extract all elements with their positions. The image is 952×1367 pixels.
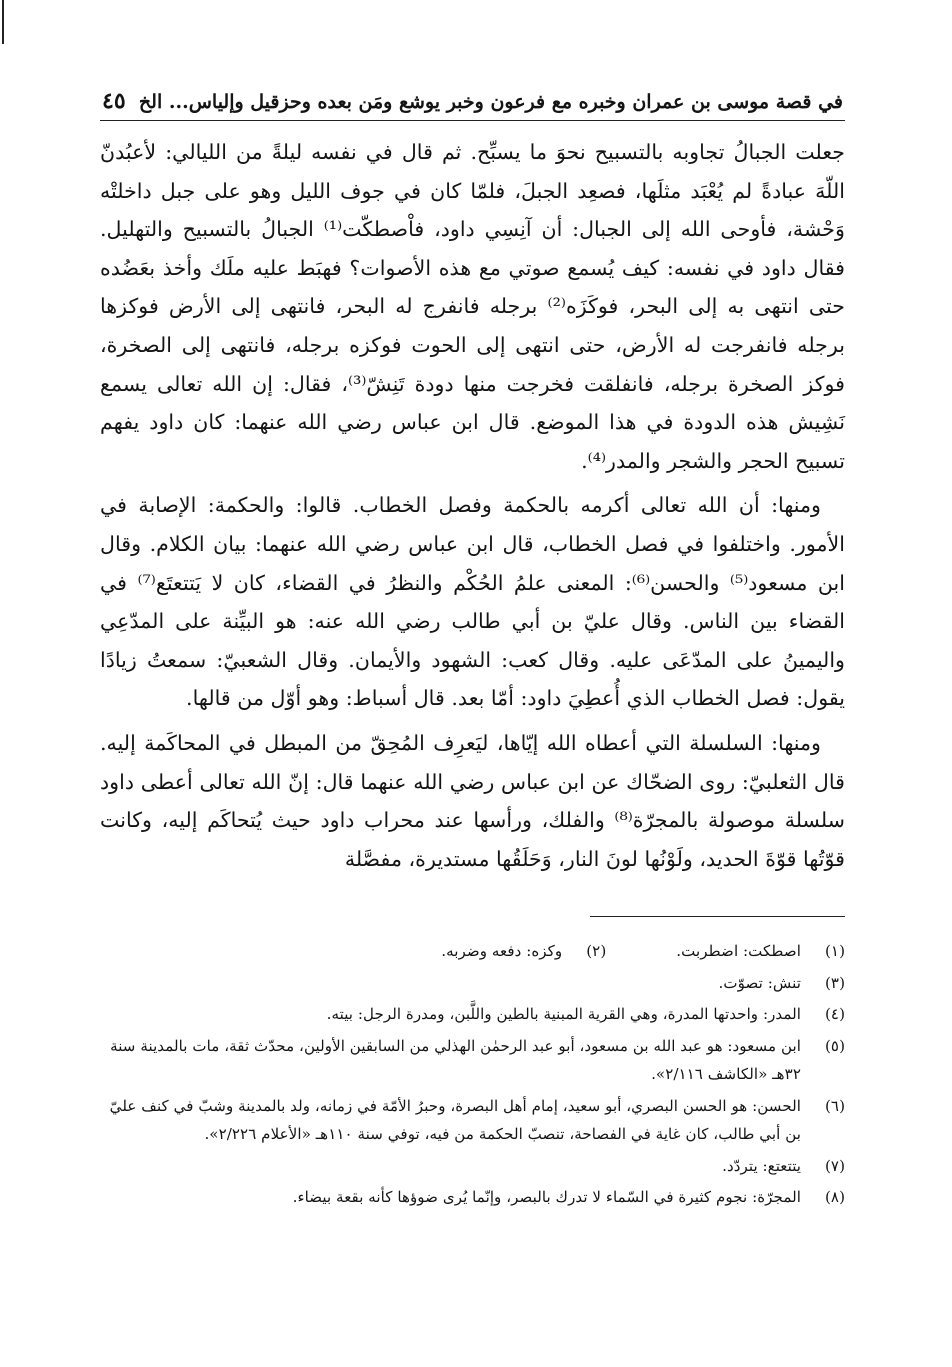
footnote-text: ابن مسعود: هو عبد الله بن مسعود، أبو عبد الرحمٰن الهذلي من السابقين الأولين، محدّث ثقة، مات بالمدينة سنة ٣٢هـ «الكاشف ٢/١١٦». [110,1036,801,1084]
footnote-text: المجرّة: نجوم كثيرة في السّماء لا تدرك بالبصر، وإنّما يُرى ضوؤها كأنه بقعة بيضاء. [292,1188,801,1207]
footnote-number: (٨) [824,1188,845,1207]
footnote-row [100,937,845,966]
book-page [100,88,845,1215]
main-text [100,133,845,878]
footnote-number: (٢) [586,942,607,961]
footnote [100,1000,845,1029]
paragraph: ومنها: السلسلة التي أعطاه الله إيّاها، ليَعرِف المُحِقّ من المبطل في المحاكَمة إليه. قال الثعلبيّ: روى الضحّاك عن ابن عباس رضي الله عنهما قال: إنّ الله تعالى أعطى داود سلسلة موصولة بالمجرّة⁽⁸⁾ والفلك، ورأسها عند محراب داود حيث يُتحاكَم إليه، وكانت قوّتُها قوّةَ الحديد، ولَوْنُها لونَ النار، وَحَلَقُها مستديرة، مفصَّلة [100,730,846,871]
footnote-number: (٤) [824,1005,845,1024]
paragraph: ومنها: أن الله تعالى أكرمه بالحكمة وفصل الخطاب. قالوا: والحكمة: الإصابة في الأمور. واختلفوا في فصل الخطاب، قال ابن عباس رضي الله عنهما: بيان الكلام. وقال ابن مسعود⁽⁵⁾ والحسن⁽⁶⁾: المعنى علمُ الحُكْم والنظرُ في القضاء، كان لا يَتتعتَع⁽⁷⁾ في القضاء بين الناس. وقال عليّ بن أبي طالب رضي الله عنه: هو البيِّنة على المدّعِي واليمينُ على المدّعَى عليه. وقال كعب: الشهود والأيمان. وقال الشعبيّ: سمعتُ زيادًا يقول: فصل الخطاب الذي أُعطِيَ داود: أمّا بعد. قال أسباط: وهو أوّل من قالها. [100,493,845,711]
footnote-text: تنش: تصوّت. [718,973,801,992]
footnote [441,937,606,966]
footnote [100,1183,845,1212]
footnote-number: (٦) [824,1096,845,1115]
footnote-number: (٥) [824,1036,845,1055]
footnote-number: (٧) [824,1156,845,1175]
footnote-text: وكزه: دفعه وضربه. [441,942,563,961]
page-number: ٤٥ [102,88,126,114]
footnote [100,1032,845,1089]
footnote-number: (٣) [824,973,845,992]
footnote [100,1092,845,1149]
footnote [676,937,845,966]
footnote [100,969,845,998]
footnote [100,1152,845,1181]
running-header [100,88,845,121]
footnote-separator [590,916,845,917]
footnotes [100,937,845,1212]
footnote-text: يتتعتع: يتردّد. [722,1156,801,1175]
footnote-text: الحسن: هو الحسن البصري، أبو سعيد، إمام أهل البصرة، وحبرُ الأمّة في زمانه، ولد بالمدينة وشبّ في كنف عليّ بن أبي طالب، كان غاية في الفصاحة، تنصبّ الحكمة من فيه، توفي سنة ١١٠هـ «الأعلام ٢/٢٢٦». [109,1096,801,1144]
paragraph: جعلت الجبالُ تجاوبه بالتسبيح نحوَ ما يسبِّح. ثم قال في نفسه ليلةً من الليالي: لأعبُدنّ اللّهَ عبادةً لم يُعْبَد مثلَها، فصعِد الجبلَ، فلمّا كان في جوف الليل وهو على جبل داخلتْه وَحْشة، فأوحى الله إلى الجبال: أن آنِسِي داود، فاْصطكّت⁽¹⁾ الجبالُ بالتسبيح والتهليل. فقال داود في نفسه: كيف يُسمع صوتي مع هذه الأصوات؟ فهبَط عليه ملَك وأخذ بعَضُده حتى انتهى به إلى البحر، فوكَزَه⁽²⁾ برجله فانفرج له البحر، فانتهى إلى الأرض فوكزها برجله فانفرجت له الأرض، حتى انتهى إلى الحوت فوكزه برجله، فانتهى إلى الصخرة، فوكز الصخرة برجله، فانفلقت فخرجت منها دودة تَنِشّ⁽³⁾، فقال: إن الله تعالى يسمع نَشِيش هذه الدودة في هذا الموضع. قال ابن عباس رضي الله عنهما: كان داود يفهم تسبيح الحجر والشجر والمدر⁽⁴⁾. [100,140,845,473]
page-edge-line [2,0,4,44]
running-title: في قصة موسى بن عمران وخبره مع فرعون وخبر يوشع ومَن بعده وحزقيل وإلياس... الخ [138,91,843,113]
footnote-number: (١) [824,942,845,961]
footnote-text: المدر: واحدتها المدرة، وهي القرية المبنية بالطين واللَّبن، ومدرة الرجل: بيته. [326,1005,801,1024]
footnote-text: اصطكت: اضطربت. [676,942,801,961]
